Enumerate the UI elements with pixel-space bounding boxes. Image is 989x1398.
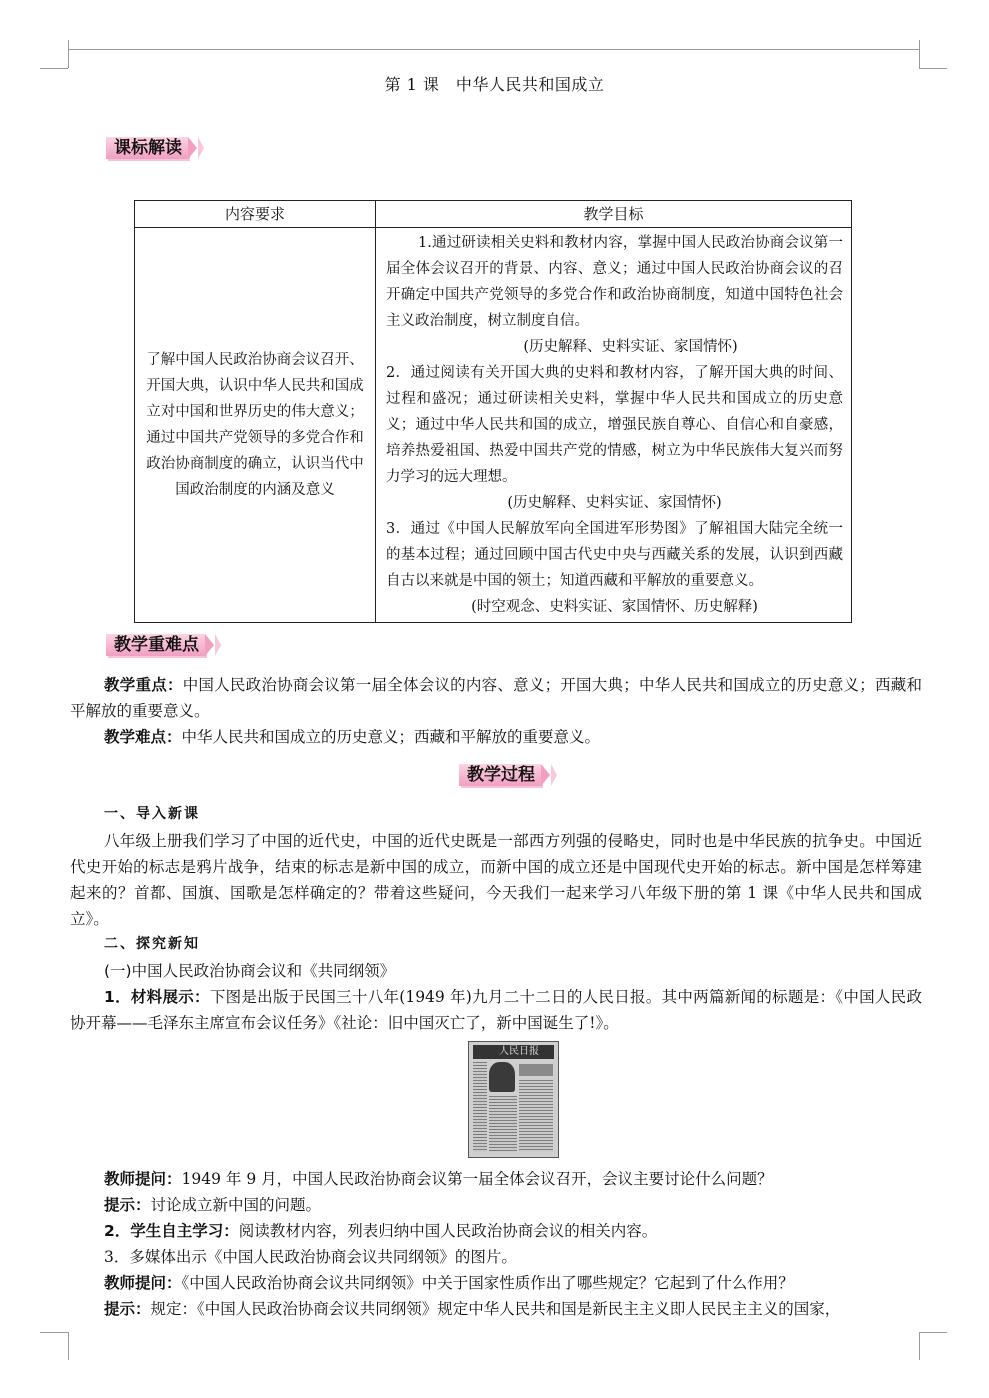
text-column — [519, 1080, 553, 1152]
section-heading-label: 课标解读 — [106, 137, 188, 159]
hint-2 — [70, 1296, 924, 1322]
question-text: 1949 年 9 月，中国人民政治协商会议第一届全体会议召开，会议主要讨论什么问题？ — [181, 1170, 773, 1188]
crop-mark — [40, 1332, 68, 1333]
hint-text: 讨论成立新中国的问题。 — [150, 1196, 322, 1214]
goal-text: 1.通过研读相关史料和教材内容，掌握中国人民政治协商会议第一届全体会议召开的背景、内容、意义；通过中国人民政治协商会议的召开确定中国共产党领导的多党合作和政治协商制度，知道中国特色社会主义政治制度，树立制度自信。 — [386, 235, 843, 329]
table-header-row — [135, 201, 852, 228]
goal-tags: (时空观念、史料实证、家国情怀、历史解释) — [471, 599, 758, 615]
self-study-item — [70, 1218, 956, 1244]
subsection-title: (一)中国人民政治协商会议和《共同纲领》 — [104, 962, 396, 980]
item-text: 阅读教材内容，列表归纳中国人民政治协商会议的相关内容。 — [238, 1222, 658, 1240]
difficulty-text: 中华人民共和国成立的历史意义；西藏和平解放的重要意义。 — [181, 728, 601, 746]
intro-paragraph: 八年级上册我们学习了中国的近代史，中国的近代史既是一部西方列强的侵略史，同时也是中华民族的抗争史。中国近代史开始的标志是鸦片战争，结束的标志是新中国的成立，而新中国的成立还是中国现代史开始的标志。新中国是怎样筹建起来的？首都、国旗、国歌是怎样确定的？带着这些疑问，今天我们一起来学习八年级下册的第 1 课《中华人民共和国成立》。 — [70, 832, 922, 928]
multimedia-item: 3．多媒体出示《中国人民政治协商会议共同纲领》的图片。 — [104, 1248, 517, 1266]
section-heading-label: 教学过程 — [459, 764, 541, 786]
masthead-text: 人民日报 — [499, 1046, 539, 1057]
section-heading-label: 教学重难点 — [106, 634, 205, 656]
content-requirement-cell: 了解中国人民政治协商会议召开、开国大典，认识中华人民共和国成立对中国和世界历史的伟大意义；通过中国共产党领导的多党合作和政治协商制度的确立，认识当代中国政治制度的内涵及意义 — [135, 228, 376, 623]
crop-mark — [68, 1332, 69, 1360]
hint-label: 提示： — [104, 1300, 151, 1318]
header-rule — [68, 49, 919, 50]
table-row — [135, 228, 852, 623]
hint-1 — [70, 1192, 956, 1218]
teaching-goals-cell — [376, 228, 852, 623]
text-column — [473, 1062, 487, 1152]
difficulty-label: 教学难点： — [104, 728, 182, 746]
crop-mark — [68, 40, 69, 68]
table-header: 教学目标 — [376, 201, 852, 228]
table-header: 内容要求 — [135, 201, 376, 228]
arrow-icon — [215, 634, 221, 656]
teaching-focus — [70, 672, 922, 724]
goal-tags: (历史解释、史料实证、家国情怀) — [507, 495, 722, 511]
section-heading-standards — [106, 135, 204, 161]
item-text: 下图是出版于民国三十八年(1949 年)九月二十二日的人民日报。其中两篇新闻的标题是：《中国人民政协开幕——毛泽东主席宣布会议任务》《社论：旧中国灭亡了，新中国诞生了!》。 — [70, 988, 922, 1032]
question-label: 教师提问： — [104, 1274, 182, 1292]
newspaper-image — [468, 1041, 559, 1158]
item-label: 2．学生自主学习： — [104, 1222, 239, 1240]
goal-text: 2．通过阅读有关开国大典的史料和教材内容，了解开国大典的时间、过程和盛况；通过研读相关史料，掌握中华人民共和国成立的历史意义；通过中华人民共和国的成立，增强民族自尊心、自信心和自豪感，培养热爱祖国、热爱中国共产党的情感，树立为中华民族伟大复兴而努力学习的远大理想。 — [386, 365, 843, 485]
headline-box — [519, 1064, 553, 1076]
newspaper-masthead — [473, 1045, 554, 1059]
focus-label: 教学重点： — [104, 676, 183, 694]
goal-item — [386, 230, 843, 360]
arrow-icon — [541, 764, 550, 786]
teacher-question-2 — [70, 1270, 956, 1296]
subsection-heading — [70, 958, 956, 984]
text-column — [489, 1096, 517, 1152]
intro-heading: 一、导入新课 — [104, 806, 200, 822]
arrow-icon — [205, 634, 214, 656]
arrow-icon — [188, 137, 197, 159]
crop-mark — [919, 68, 947, 69]
section-heading-process — [459, 762, 557, 788]
goal-tags: (历史解释、史料实证、家国情怀) — [523, 339, 738, 355]
explore-heading: 二、探究新知 — [104, 936, 200, 952]
teacher-question-1 — [70, 1166, 956, 1192]
goal-text: 3．通过《中国人民解放军向全国进军形势图》了解祖国大陆完全统一的基本过程；通过回顾中国古代史中央与西藏关系的发展，认识到西藏自古以来就是中国的领土；知道西藏和平解放的重要意义。 — [386, 521, 843, 589]
crop-mark — [919, 40, 920, 68]
hint-label: 提示： — [104, 1196, 151, 1214]
portrait-image — [489, 1062, 515, 1092]
hint-text: 规定：《中国人民政治协商会议共同纲领》规定中华人民共和国是新民主主义即人民民主主义的国家， — [150, 1300, 841, 1318]
crop-mark — [919, 1332, 947, 1333]
teaching-difficulty — [70, 724, 922, 750]
goal-item — [386, 516, 843, 620]
question-text: 《中国人民政治协商会议共同纲领》中关于国家性质作出了哪些规定？它起到了什么作用？ — [181, 1274, 794, 1292]
goal-item — [386, 360, 843, 516]
question-label: 教师提问： — [104, 1170, 182, 1188]
material-item — [70, 984, 922, 1036]
arrow-icon — [198, 137, 204, 159]
arrow-icon — [551, 764, 557, 786]
standards-table — [134, 200, 852, 623]
section-heading-key-points — [106, 632, 221, 658]
page-title: 第 1 课 中华人民共和国成立 — [384, 75, 605, 94]
crop-mark — [919, 1332, 920, 1360]
item-label: 1．材料展示： — [104, 988, 210, 1006]
focus-text: 中国人民政治协商会议第一届全体会议的内容、意义；开国大典；中华人民共和国成立的历史意义；西藏和平解放的重要意义。 — [70, 676, 922, 720]
crop-mark — [40, 68, 68, 69]
